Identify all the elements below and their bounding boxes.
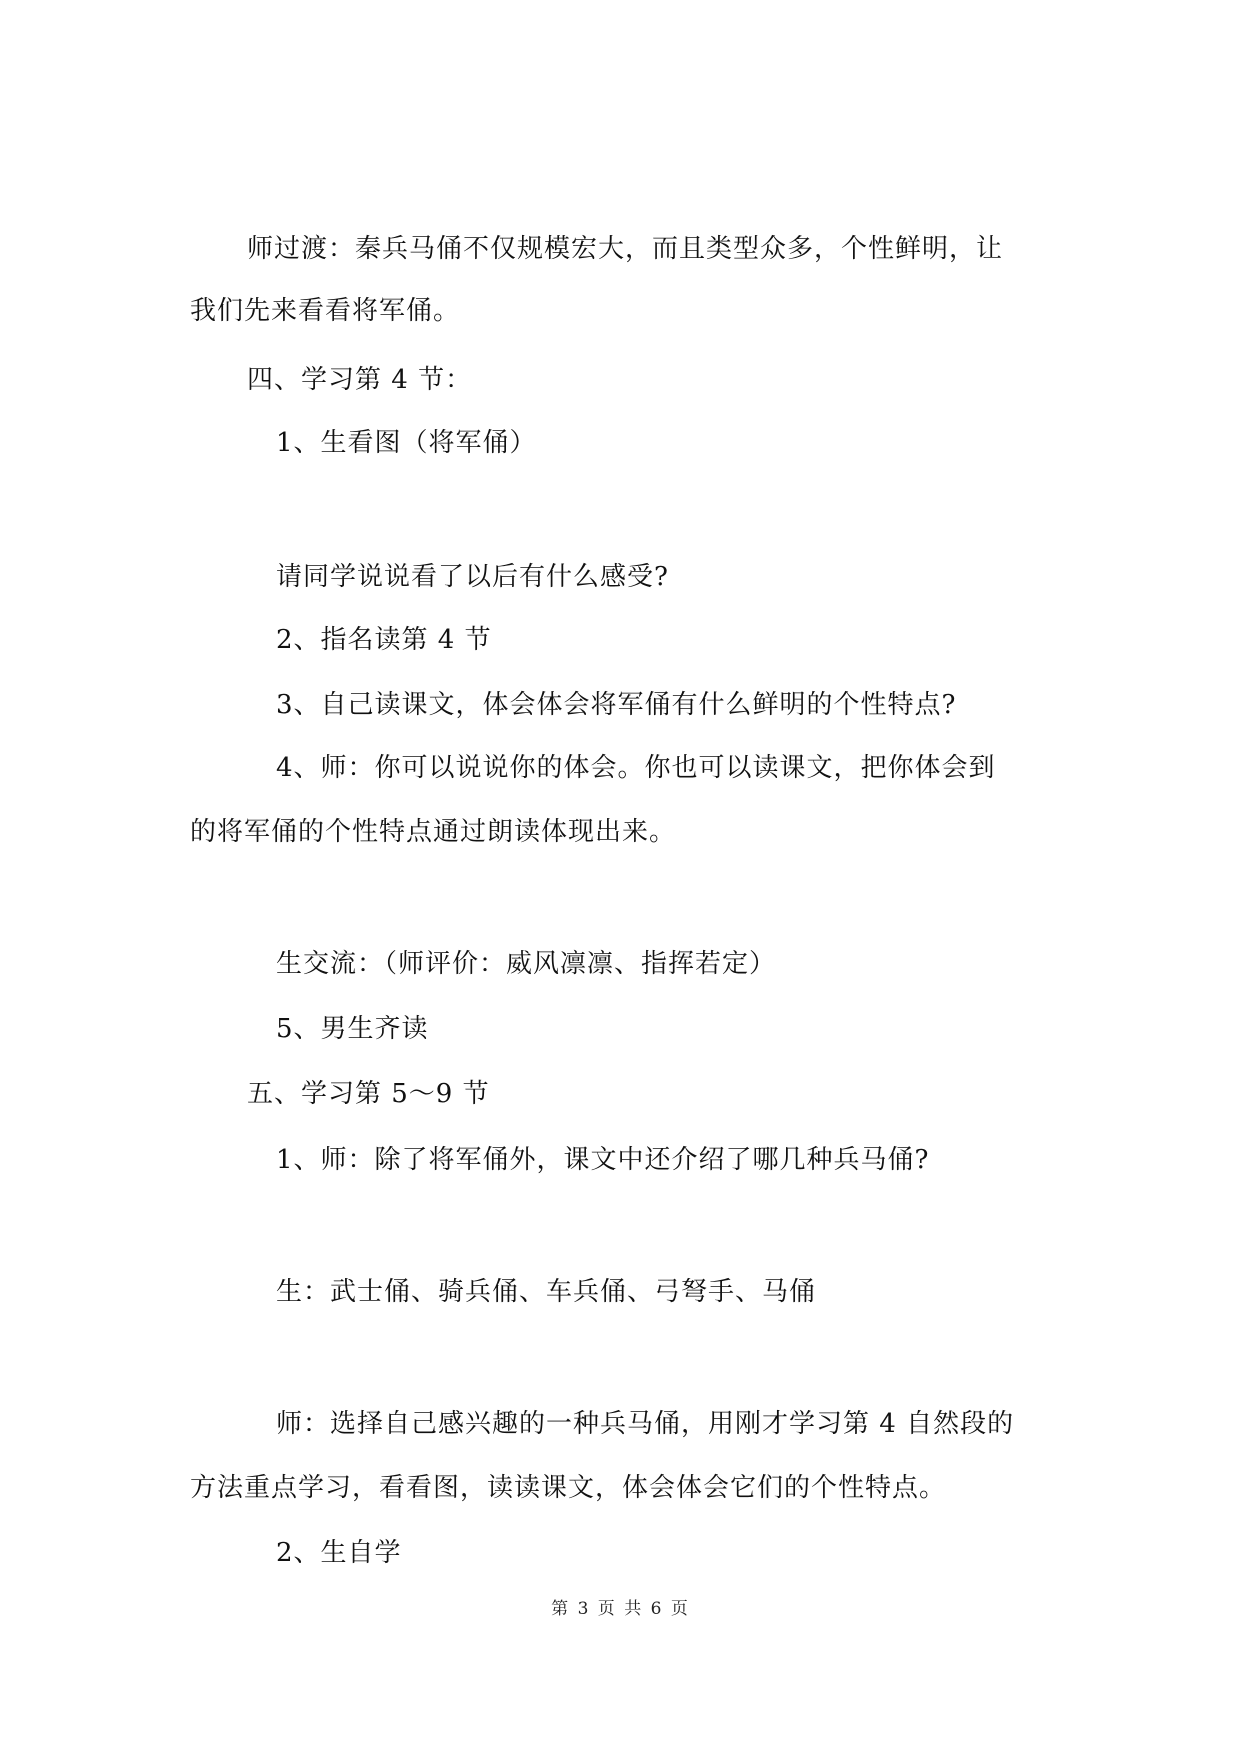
paragraph-line: 方法重点学习，看看图，读读课文，体会体会它们的个性特点。 [190, 1473, 947, 1503]
paragraph-line: 生交流：（师评价：威风凛凛、指挥若定） [276, 949, 777, 979]
section-heading: 四、学习第 4 节： [247, 365, 473, 395]
paragraph-line: 师：选择自己感兴趣的一种兵马俑，用刚才学习第 4 自然段的 [276, 1409, 1015, 1439]
paragraph-line: 师过渡：秦兵马俑不仅规模宏大，而且类型众多，个性鲜明，让 [247, 234, 1004, 264]
paragraph-line: 1、师：除了将军俑外，课文中还介绍了哪几种兵马俑? [276, 1145, 930, 1175]
paragraph-line: 3、自己读课文，体会体会将军俑有什么鲜明的个性特点? [276, 690, 957, 720]
section-heading: 五、学习第 5～9 节 [247, 1079, 490, 1109]
paragraph-line: 请同学说说看了以后有什么感受? [276, 562, 669, 592]
paragraph-line: 4、师：你可以说说你的体会。你也可以读课文，把你体会到 [276, 753, 996, 783]
paragraph-line: 的将军俑的个性特点通过朗读体现出来。 [190, 817, 677, 847]
paragraph-line: 1、生看图（将军俑） [276, 428, 537, 458]
paragraph-line: 生：武士俑、骑兵俑、车兵俑、弓弩手、马俑 [276, 1277, 817, 1307]
paragraph-line: 5、男生齐读 [276, 1014, 429, 1044]
paragraph-line: 2、生自学 [276, 1538, 402, 1568]
page-footer: 第 3 页 共 6 页 [551, 1599, 690, 1619]
paragraph-line: 我们先来看看将军俑。 [190, 296, 461, 326]
paragraph-line: 2、指名读第 4 节 [276, 625, 492, 655]
